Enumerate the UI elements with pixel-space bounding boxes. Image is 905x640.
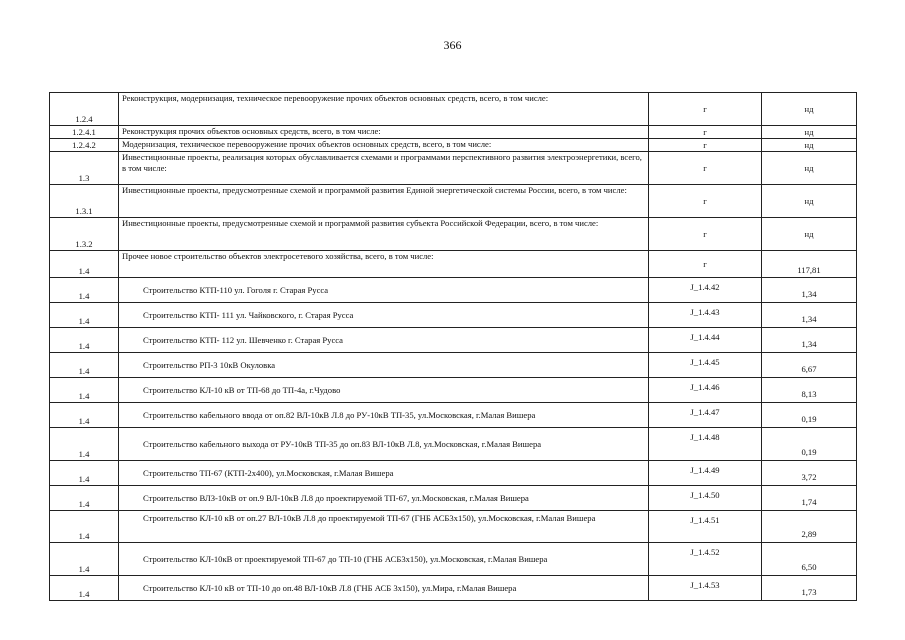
table-row [50,278,857,303]
row-number: 1.3.2 [50,218,119,251]
table-row [50,576,857,601]
row-number: 1.4 [50,251,119,278]
table-row [50,218,857,251]
row-code: г [649,218,762,251]
row-code: J_1.4.47 [649,403,762,428]
row-number: 1.4 [50,378,119,403]
row-number: 1.2.4 [50,93,119,126]
row-number: 1.4 [50,428,119,461]
row-name: Инвестиционные проекты, предусмотренные схемой и программой развития Единой энергетической системы России, всего, в том числе: [119,185,649,218]
table-row [50,152,857,185]
row-code: J_1.4.43 [649,303,762,328]
table-row [50,303,857,328]
row-number: 1.4 [50,486,119,511]
row-code: J_1.4.49 [649,461,762,486]
row-code: г [649,251,762,278]
table-row [50,251,857,278]
row-code: J_1.4.46 [649,378,762,403]
table-row [50,185,857,218]
row-value: нд [762,126,857,139]
row-number: 1.2.4.1 [50,126,119,139]
row-value: 3,72 [762,461,857,486]
row-value: 1,73 [762,576,857,601]
row-value: нд [762,185,857,218]
table-row [50,126,857,139]
row-name: Строительство КЛ-10 кВ от ТП-68 до ТП-4а, г.Чудово [119,378,649,403]
table-row [50,428,857,461]
row-number: 1.4 [50,403,119,428]
row-code: J_1.4.52 [649,543,762,576]
table-row [50,378,857,403]
row-number: 1.4 [50,278,119,303]
row-number: 1.4 [50,461,119,486]
table-row [50,403,857,428]
row-number: 1.2.4.2 [50,139,119,152]
row-value: нд [762,218,857,251]
row-code: г [649,139,762,152]
row-name: Строительство КТП- 112 ул. Шевченко г. Старая Русса [119,328,649,353]
page-number: 366 [443,38,462,52]
row-value: нд [762,152,857,185]
row-number: 1.4 [50,543,119,576]
investment-table [49,92,857,601]
row-code: J_1.4.42 [649,278,762,303]
row-code: J_1.4.53 [649,576,762,601]
table-row [50,328,857,353]
row-name: Строительство КТП- 111 ул. Чайковского, г. Старая Русса [119,303,649,328]
row-code: г [649,93,762,126]
row-value: нд [762,139,857,152]
row-number: 1.4 [50,303,119,328]
row-code: г [649,185,762,218]
table-row [50,353,857,378]
row-number: 1.4 [50,353,119,378]
row-value: 8,13 [762,378,857,403]
row-value: 0,19 [762,428,857,461]
row-code: J_1.4.44 [649,328,762,353]
row-name: Строительство КЛ-10 кВ от ТП-10 до оп.48 ВЛ-10кВ Л.8 (ГНБ АСБ 3х150), ул.Мира, г.Малая Вишера [119,576,649,601]
row-name: Строительство КЛ-10кВ от проектируемой ТП-67 до ТП-10 (ГНБ АСБ3х150), ул.Московская, г.Малая Вишера [119,543,649,576]
row-name: Строительство ВЛЗ-10кВ от оп.9 ВЛ-10кВ Л.8 до проектируемой ТП-67, ул.Московская, г.Малая Вишера [119,486,649,511]
table-row [50,139,857,152]
row-name: Строительство КЛ-10 кВ от оп.27 ВЛ-10кВ Л.8 до проектируемой ТП-67 (ГНБ АСБ3х150), ул.Московская, г.Малая Вишера [119,511,649,543]
row-value: 117,81 [762,251,857,278]
table-row [50,543,857,576]
row-value: 1,74 [762,486,857,511]
table-row [50,93,857,126]
row-code: J_1.4.51 [649,511,762,543]
row-name: Реконструкция, модернизация, техническое перевооружение прочих объектов основных средств, всего, в том числе: [119,93,649,126]
row-name: Реконструкция прочих объектов основных средств, всего, в том числе: [119,126,649,139]
table-row [50,486,857,511]
row-number: 1.4 [50,511,119,543]
table-row [50,461,857,486]
row-code: J_1.4.50 [649,486,762,511]
row-number: 1.4 [50,576,119,601]
row-name: Строительство ТП-67 (КТП-2х400), ул.Московская, г.Малая Вишера [119,461,649,486]
row-code: J_1.4.45 [649,353,762,378]
row-name: Строительство кабельного ввода от оп.82 ВЛ-10кВ Л.8 до РУ-10кВ ТП-35, ул.Московская, г.Малая Вишера [119,403,649,428]
row-code: г [649,126,762,139]
row-value: 1,34 [762,303,857,328]
row-name: Инвестиционные проекты, реализация которых обуславливается схемами и программами перспективного развития электроэнергетики, всего, в том числе: [119,152,649,185]
row-value: 1,34 [762,328,857,353]
row-value: 1,34 [762,278,857,303]
table-row [50,511,857,543]
row-code: J_1.4.48 [649,428,762,461]
row-number: 1.3 [50,152,119,185]
row-number: 1.4 [50,328,119,353]
row-name: Модернизация, техническое перевооружение прочих объектов основных средств, всего, в том числе: [119,139,649,152]
row-value: 6,50 [762,543,857,576]
row-code: г [649,152,762,185]
row-value: 2,89 [762,511,857,543]
row-name: Инвестиционные проекты, предусмотренные схемой и программой развития субъекта Российской Федерации, всего, в том числе: [119,218,649,251]
row-name: Прочее новое строительство объектов электросетевого хозяйства, всего, в том числе: [119,251,649,278]
row-value: 0,19 [762,403,857,428]
row-value: 6,67 [762,353,857,378]
row-name: Строительство кабельного выхода от РУ-10кВ ТП-35 до оп.83 ВЛ-10кВ Л.8, ул.Московская, г.Малая Вишера [119,428,649,461]
row-name: Строительство КТП-110 ул. Гоголя г. Старая Русса [119,278,649,303]
row-number: 1.3.1 [50,185,119,218]
row-name: Строительство РП-3 10кВ Окуловка [119,353,649,378]
row-value: нд [762,93,857,126]
